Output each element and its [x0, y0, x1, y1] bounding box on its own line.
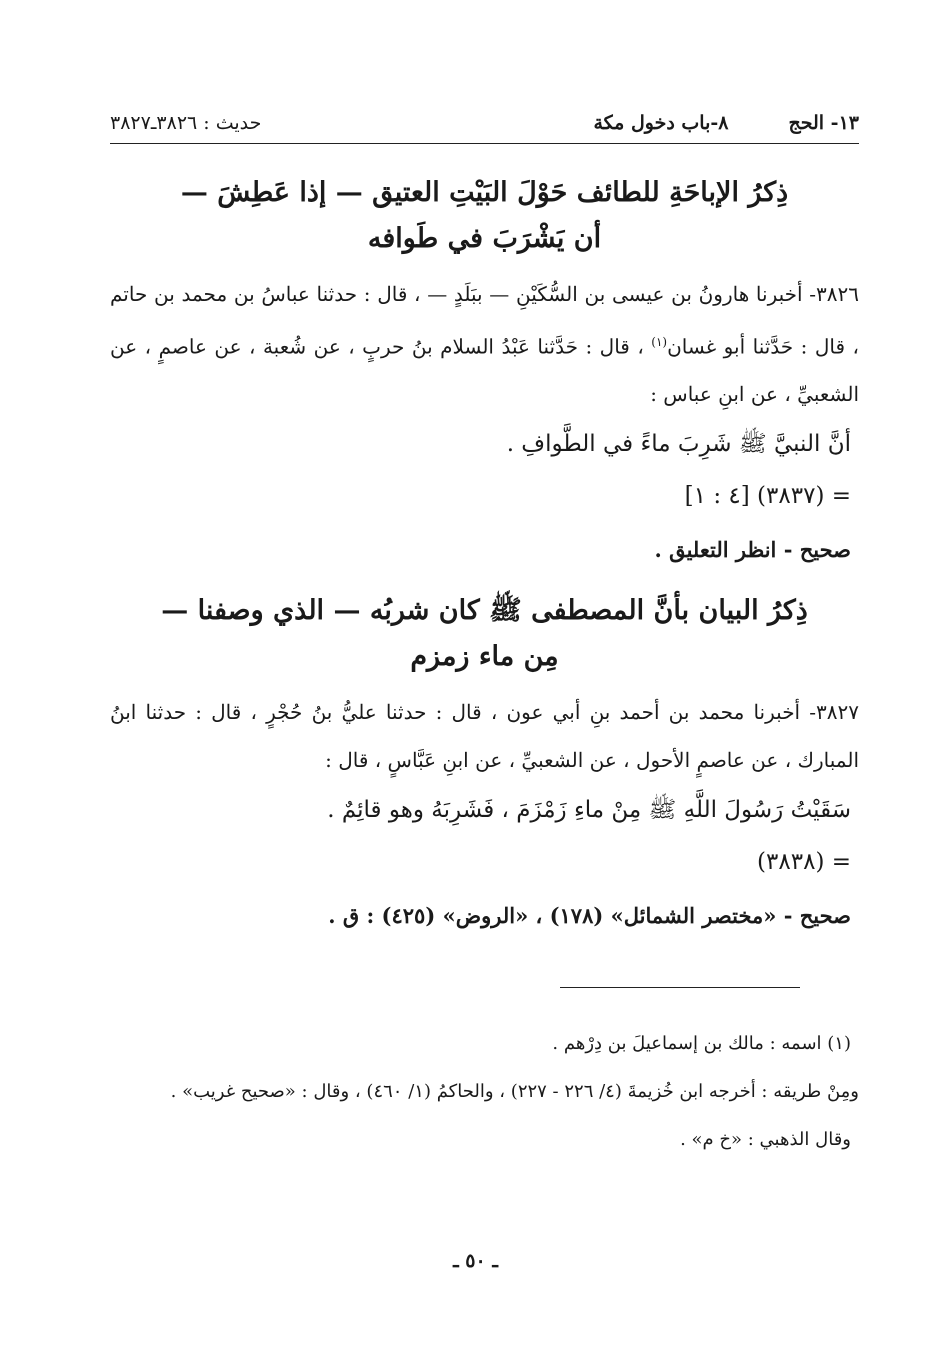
hadith-grading: صحيح - انظر التعليق .: [654, 537, 851, 563]
section-title-line: ذِكرُ الإباحَةِ للطائف حَوْلَ البَيْتِ العتيق — إذا عَطِشَ —: [180, 177, 789, 208]
hadith-grading: صحيح - «مختصر الشمائل» (١٧٨) ، «الروض» (٤٢٥) : ق .: [328, 903, 851, 929]
chapter-label: ٨-باب دخول مكة: [593, 112, 729, 134]
footnote-divider: [560, 987, 800, 988]
isnad-part: ، قال : حَدَّثنا عَبْدُ السلام بنُ حربٍ ، عن شُعبة ، عن عاصمٍ ، عن الشعبيِّ ، عن ابنِ عباس :: [110, 334, 859, 407]
section-title-line: أن يَشْرَبَ في طَوافه: [367, 222, 602, 254]
footnote-reference: (١): [651, 334, 668, 349]
section-title: [110, 588, 859, 680]
footnote: ومِنْ طريقه : أخرجه ابن خُزيمةَ (٤/ ٢٢٦ - ٢٢٧) ، والحاكمُ (١/ ٤٦٠) ، وقال : «صحيح غريب» .: [170, 1081, 859, 1102]
header-divider: [110, 143, 859, 144]
hadith-section: [110, 170, 859, 578]
running-header: [110, 108, 859, 138]
book-section-label: ١٣- الحج: [788, 112, 859, 134]
matn-text: سَقَيْتُ رَسُولَ اللَّهِ ﷺ مِنْ ماءِ زَمْزَمَ ، فَشَرِبَهُ وهو قائِمٌ .: [327, 797, 851, 824]
hadith-range-label: حديث : ٣٨٢٦ـ٣٨٢٧: [110, 112, 262, 134]
matn-text: أنَّ النبيَّ ﷺ شَرِبَ ماءً في الطَّوافِ .: [506, 431, 851, 458]
footnote: (١) اسمه : مالك بن إسماعيلَ بن دِرْهم .: [552, 1033, 851, 1054]
hadith-section: [110, 588, 859, 944]
isnad-part: ٣٨٢٦- أخبرنا هارونُ بن عيسى بن السُّكَيْنِ — ببَلَدٍ — ، قال : حدثنا عباسُ بن محمد بن حاتم ، قال : حَدَّثنا أبو غسان: [110, 281, 859, 359]
page-number: ـ ٥٠ ـ: [453, 1250, 498, 1272]
main-content: [110, 170, 859, 954]
isnad-text: [110, 270, 859, 419]
footnote: وقال الذهبي : «خ م» .: [680, 1129, 851, 1150]
header-right: [593, 112, 859, 134]
section-title-line: مِن ماء زمزم: [410, 641, 559, 673]
cross-reference: = (٣٨٣٧) [٤ : ١]: [684, 483, 851, 510]
footnotes: [110, 1020, 859, 1164]
section-title-line: ذِكرُ البيان بأنَّ المصطفى ﷺ كان شربُه — الذي وصفنا —: [161, 595, 808, 627]
cross-reference: = (٣٨٣٨): [757, 849, 851, 876]
section-title: [110, 170, 859, 262]
isnad-text: ٣٨٢٧- أخبرنا محمد بن أحمد بنِ أبي عون ، قال : حدثنا عليُّ بنُ حُجْرٍ ، قال : حدثنا ابنُ المبارك ، عن عاصمٍ الأحول ، عن الشعبيِّ ، عن ابنِ عَبَّاسٍ ، قال :: [110, 700, 859, 773]
